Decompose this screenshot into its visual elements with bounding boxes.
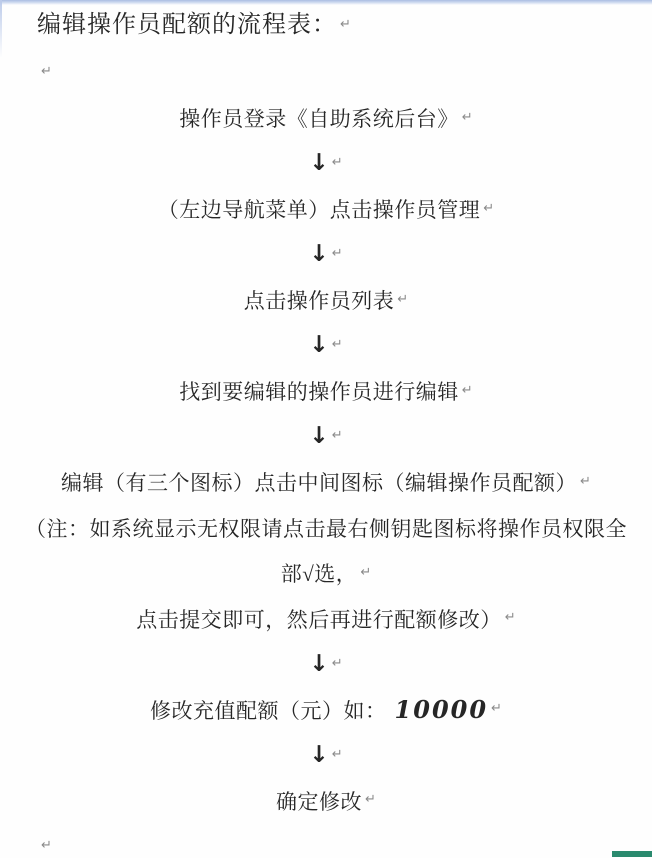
- step-text: （左边导航菜单）点击操作员管理: [157, 198, 481, 223]
- flow-arrow-line: [0, 414, 652, 460]
- flow-arrow-line: [0, 642, 652, 688]
- quota-amount-value: 10000: [394, 695, 489, 725]
- paragraph-mark-icon: ↵: [483, 200, 495, 216]
- step-text: （注：如系统显示无权限请点击最右侧钥匙图标将操作员权限全: [25, 516, 627, 541]
- flow-step-line: [0, 460, 652, 506]
- step-text: 部√选，: [280, 562, 358, 587]
- flow-step-line: [0, 96, 652, 142]
- flow-arrow-line: [0, 141, 652, 187]
- paragraph-mark-icon: ↵: [461, 109, 473, 125]
- paragraph-mark-icon: ↵: [41, 837, 52, 853]
- paragraph-mark-icon: ↵: [331, 655, 343, 671]
- flow-step-line: [0, 369, 652, 415]
- step-text: 点击提交即可，然后再进行配额修改）: [136, 607, 502, 632]
- window-top-border: [0, 0, 652, 5]
- paragraph-mark-icon: ↵: [461, 382, 473, 398]
- down-arrow-icon: ↓: [309, 650, 329, 677]
- paragraph-mark-icon: ↵: [360, 564, 372, 580]
- flow-step-line: [0, 596, 652, 642]
- flow-step-line: [0, 505, 652, 551]
- flow-arrow-line: [0, 232, 652, 278]
- paragraph-mark-icon: ↵: [365, 792, 376, 808]
- flow-step-line: [0, 551, 652, 597]
- paragraph-mark-icon: ↵: [331, 746, 343, 762]
- flow-step-line: [0, 778, 652, 824]
- paragraph-mark-icon: ↵: [331, 246, 343, 262]
- down-arrow-icon: ↓: [309, 332, 329, 359]
- flow-step-line: [0, 278, 652, 324]
- green-bar-decoration: [612, 851, 652, 857]
- empty-paragraph-line: [0, 824, 652, 858]
- step-text: 确定修改: [276, 789, 363, 814]
- flow-step-line: [0, 187, 652, 233]
- paragraph-mark-icon: ↵: [41, 64, 52, 80]
- flow-arrow-line: [0, 733, 652, 779]
- empty-paragraph-line: [0, 50, 652, 96]
- title-line: [0, 0, 652, 50]
- flow-step-line: [0, 687, 652, 733]
- page-title: 编辑操作员配额的流程表：: [37, 11, 337, 38]
- paragraph-mark-icon: ↵: [331, 428, 343, 444]
- step-text: 编辑（有三个图标）点击中间图标（编辑操作员配额）: [61, 471, 578, 496]
- paragraph-mark-icon: ↵: [340, 16, 351, 32]
- paragraph-mark-icon: ↵: [491, 701, 502, 717]
- down-arrow-icon: ↓: [309, 150, 329, 177]
- window-left-border: [0, 0, 2, 58]
- step-text: 点击操作员列表: [243, 289, 395, 314]
- paragraph-mark-icon: ↵: [397, 291, 409, 307]
- down-arrow-icon: ↓: [309, 423, 329, 450]
- paragraph-mark-icon: ↵: [580, 473, 591, 489]
- flow-arrow-line: [0, 323, 652, 369]
- step-text: 修改充值配额（元）如：: [150, 698, 387, 723]
- paragraph-mark-icon: ↵: [504, 610, 516, 626]
- down-arrow-icon: ↓: [309, 741, 329, 768]
- flow-lines: [0, 50, 652, 858]
- step-text: 找到要编辑的操作员进行编辑: [179, 380, 459, 405]
- paragraph-mark-icon: ↵: [331, 155, 343, 171]
- down-arrow-icon: ↓: [309, 241, 329, 268]
- step-text: 操作员登录《自助系统后台》: [179, 107, 459, 132]
- paragraph-mark-icon: ↵: [331, 337, 343, 353]
